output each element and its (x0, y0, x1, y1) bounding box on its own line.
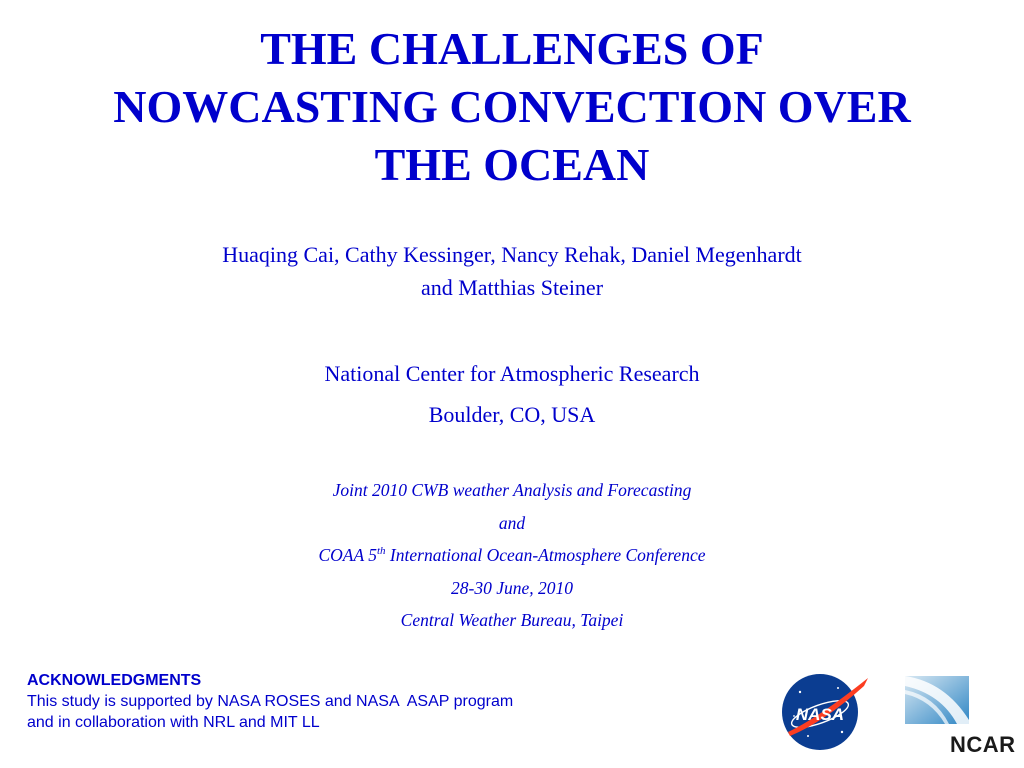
acknowledgments-line-1: This study is supported by NASA ROSES and NASA ASAP program (27, 693, 514, 710)
acknowledgments-heading: ACKNOWLEDGMENTS (27, 672, 202, 689)
nasa-logo (778, 670, 874, 752)
ncar-logo-mark (905, 676, 969, 724)
acknowledgments (27, 670, 667, 733)
conference-line-4: 28-30 June, 2010 (451, 577, 573, 598)
authors-line-2: and Matthias Steiner (420, 275, 604, 300)
affiliation-location: Boulder, CO, USA (428, 402, 596, 427)
conference-line-3 (0, 539, 1024, 572)
authors (0, 238, 1024, 304)
nasa-logo-text: NASA (795, 705, 845, 724)
conference-line-3-sup: th (376, 545, 386, 558)
conference-line-3-suffix: International Ocean-Atmosphere Conference (385, 545, 706, 565)
conference-info (0, 474, 1024, 637)
title-line-3: THE OCEAN (374, 139, 650, 190)
conference-line-3-prefix: COAA 5 (318, 545, 377, 565)
ncar-logo-text: NCAR (950, 732, 1016, 757)
conference-line-2: and (498, 512, 526, 533)
authors-line-1: Huaqing Cai, Cathy Kessinger, Nancy Rehak, Daniel Megenhardt (222, 242, 802, 267)
title-line-1: THE CHALLENGES OF (260, 23, 764, 74)
title-line-2: NOWCASTING CONVECTION OVER (113, 81, 911, 132)
acknowledgments-line-2: and in collaboration with NRL and MIT LL (27, 714, 320, 731)
affiliation-org: National Center for Atmospheric Research (324, 361, 700, 386)
conference-line-5: Central Weather Bureau, Taipei (400, 610, 624, 630)
conference-line-1: Joint 2010 CWB weather Analysis and Forecasting (332, 480, 692, 500)
slide-title (0, 20, 1024, 194)
affiliation (0, 353, 1024, 435)
